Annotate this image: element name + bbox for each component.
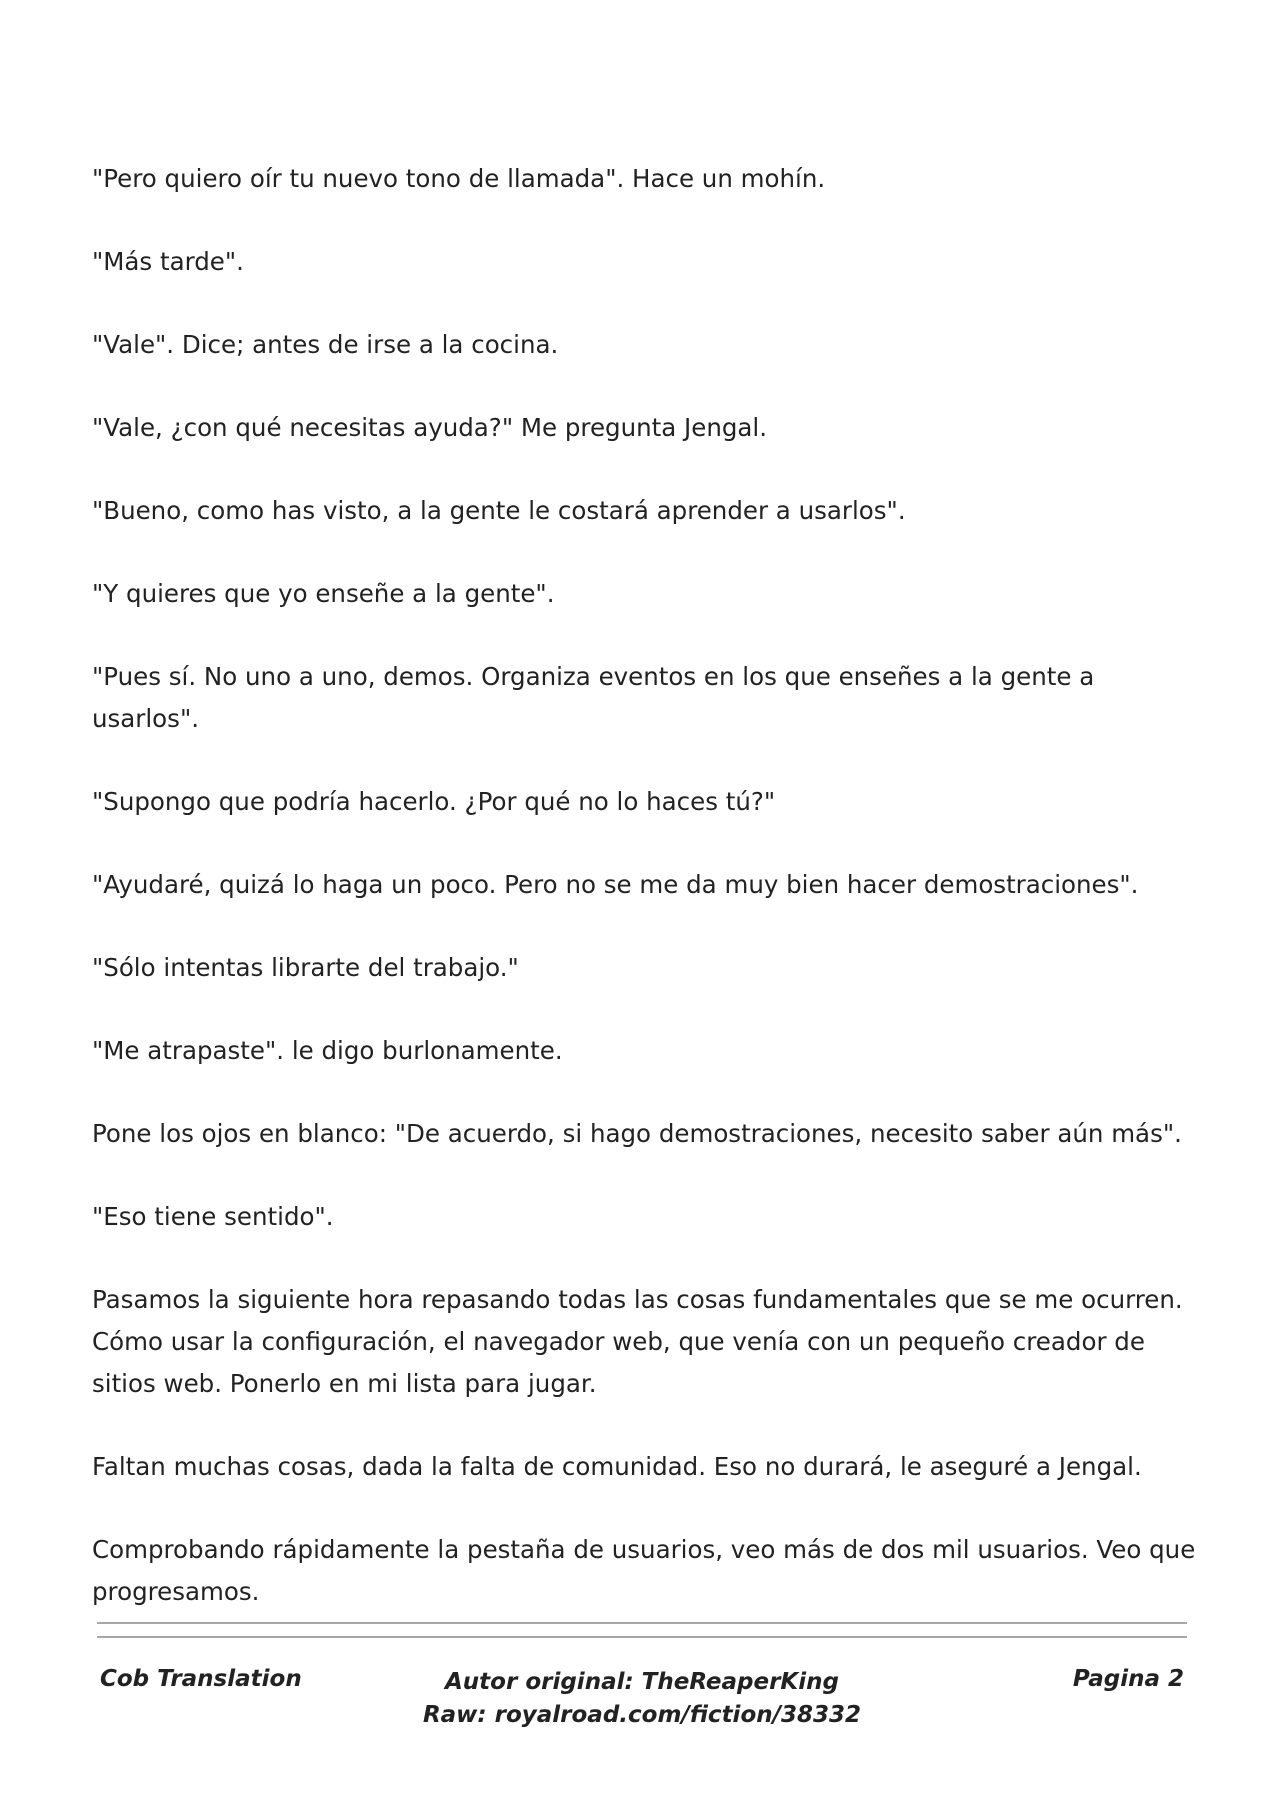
paragraph: "Vale, ¿con qué necesitas ayuda?" Me pregunta Jengal. <box>92 413 768 442</box>
paragraph: "Bueno, como has visto, a la gente le costará aprender a usarlos". <box>92 496 906 525</box>
footer-translator: Cob Translation <box>100 1666 302 1692</box>
paragraph: "Ayudaré, quizá lo haga un poco. Pero no se me da muy bien hacer demostraciones". <box>92 870 1139 899</box>
paragraph: "Más tarde". <box>92 247 244 276</box>
footer-author: Autor original: TheReaperKing <box>445 1669 839 1695</box>
paragraph: Comprobando rápidamente la pestaña de usuarios, veo más de dos mil usuarios. Veo que progresamos. <box>92 1535 1196 1606</box>
footer-credits <box>97 1666 1187 1732</box>
paragraph: Pasamos la siguiente hora repasando todas las cosas fundamentales que se me ocurren. Cómo usar la configuración, el navegador web, que venía con un pequeño creador de sitios web. Ponerlo en mi lista para jugar. <box>92 1285 1183 1398</box>
paragraph: "Sólo intentas librarte del trabajo." <box>92 953 519 982</box>
paragraph: "Pero quiero oír tu nuevo tono de llamada". Hace un mohín. <box>92 164 826 193</box>
paragraph: Faltan muchas cosas, dada la falta de comunidad. Eso no durará, le aseguré a Jengal. <box>92 1452 1142 1481</box>
paragraph: "Vale". Dice; antes de irse a la cocina. <box>92 330 559 359</box>
paragraph: "Pues sí. No uno a uno, demos. Organiza eventos en los que enseñes a la gente a usarlos". <box>92 662 1095 733</box>
footer-raw-source: Raw: royalroad.com/fiction/38332 <box>422 1702 862 1728</box>
page-body <box>92 158 1197 1654</box>
page-footer <box>97 1666 1187 1746</box>
paragraph: Pone los ojos en blanco: "De acuerdo, si hago demostraciones, necesito saber aún más". <box>92 1119 1182 1148</box>
footer-page-number: Pagina 2 <box>1072 1666 1184 1692</box>
paragraph: "Eso tiene sentido". <box>92 1202 334 1231</box>
paragraph: "Y quieres que yo enseñe a la gente". <box>92 579 555 608</box>
footer-divider-bottom <box>97 1636 1187 1638</box>
paragraph: "Me atrapaste". le digo burlonamente. <box>92 1036 563 1065</box>
footer-divider-top <box>97 1622 1187 1624</box>
paragraph: "Supongo que podría hacerlo. ¿Por qué no lo haces tú?" <box>92 787 776 816</box>
